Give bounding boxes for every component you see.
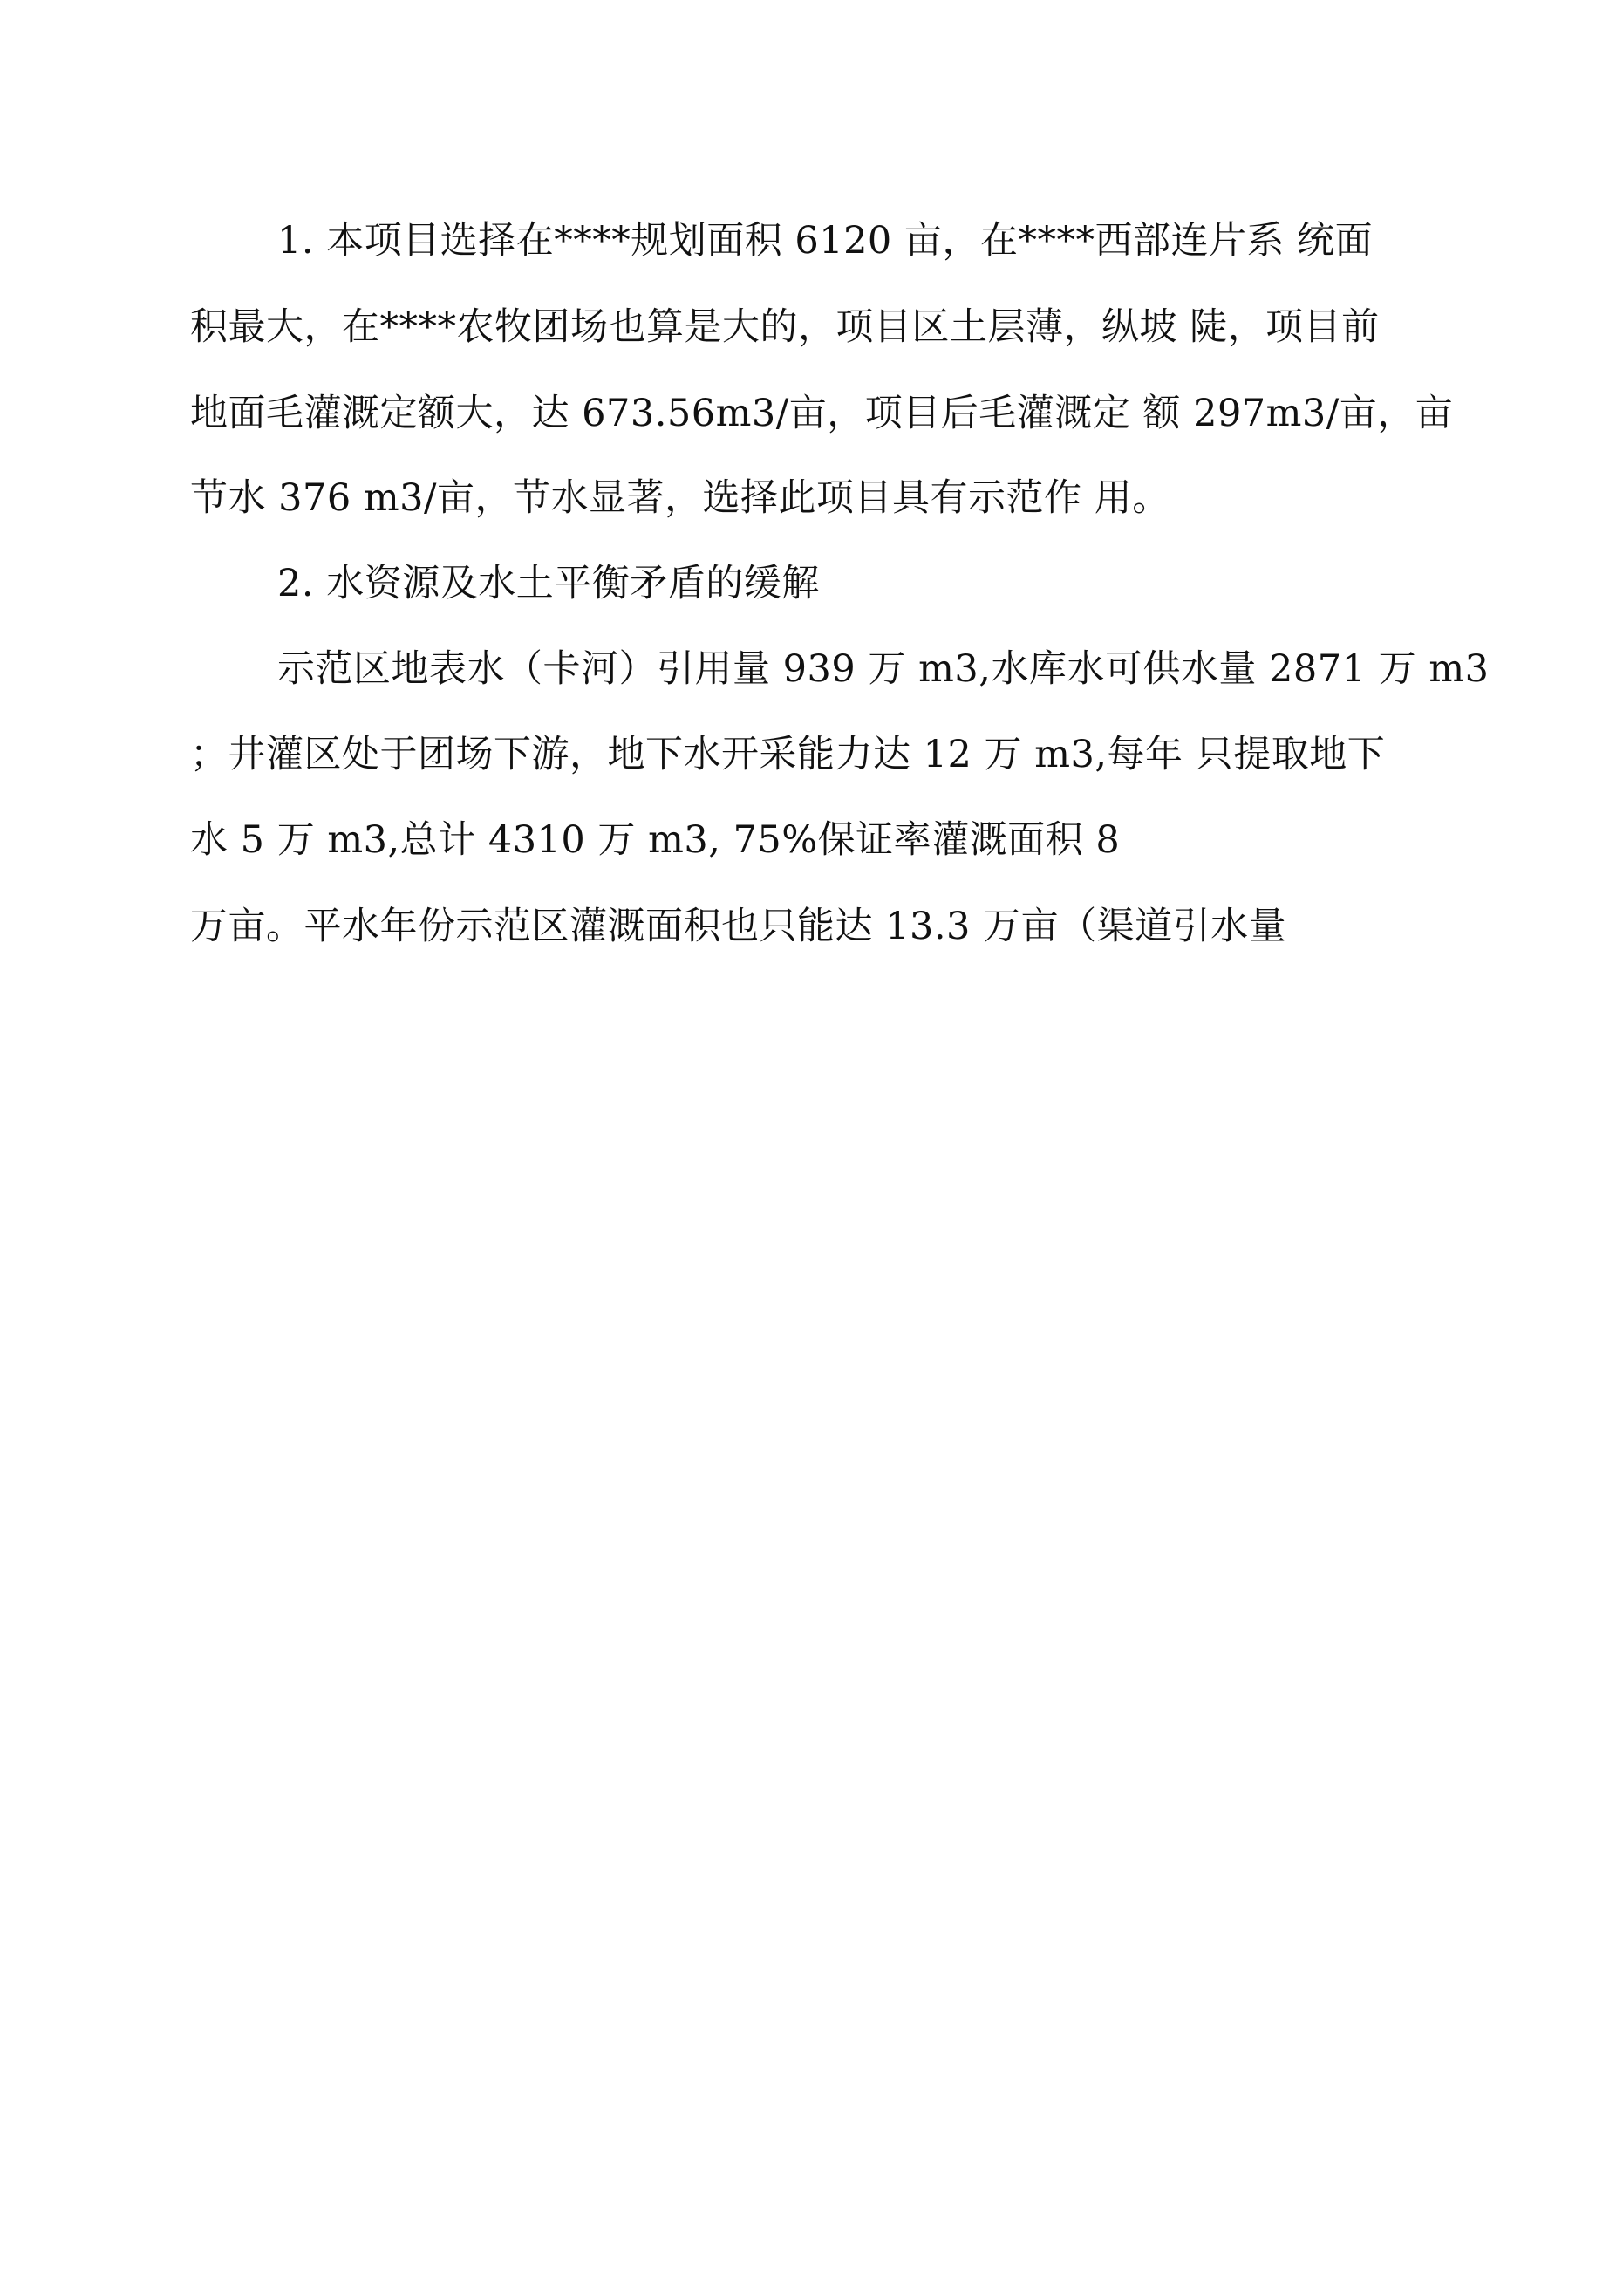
paragraph-1-line-2: 积最大，在****农牧团场也算是大的，项目区土层薄，纵坡 陡，项目前 [190, 305, 1380, 349]
paragraph-1-line-4: 节水 376 m3/亩，节水显著，选择此项目具有示范作 用。 [190, 476, 1170, 520]
section-heading-2: 2. 水资源及水土平衡矛盾的缓解 [277, 562, 820, 605]
paragraph-1-line-3: 地面毛灌溉定额大，达 673.56m3/亩，项目后毛灌溉定 额 297m3/亩，亩 [190, 392, 1454, 435]
paragraph-2-line-1: 示范区地表水（卡河）引用量 939 万 m3,水库水可供水量 2871 万 m3 [277, 647, 1490, 691]
paragraph-2-line-3: 水 5 万 m3,总计 4310 万 m3, 75%保证率灌溉面积 8 [190, 818, 1121, 862]
paragraph-2-line-4: 万亩。平水年份示范区灌溉面积也只能达 13.3 万亩（渠道引水量 [190, 905, 1287, 948]
paragraph-2-line-2: ；井灌区处于团场下游，地下水开采能力达 12 万 m3,每年 只提取地下 [190, 733, 1386, 776]
paragraph-1-line-1: 1. 本项目选择在****规划面积 6120 亩，在****西部连片系 统面 [277, 219, 1374, 263]
